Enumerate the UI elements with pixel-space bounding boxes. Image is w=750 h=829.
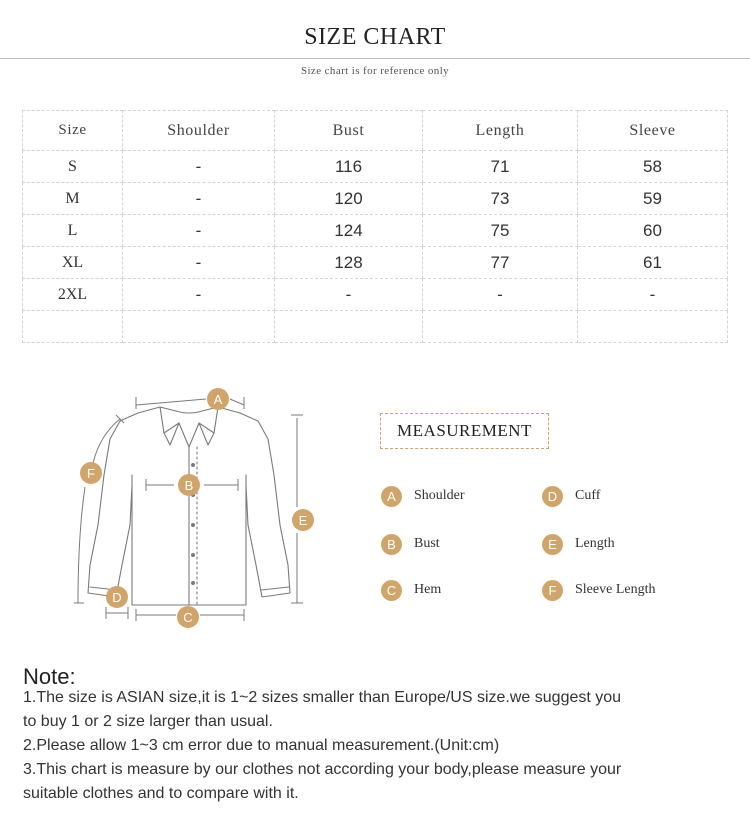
table-row-empty (23, 311, 728, 343)
note-line: suitable clothes and to compare with it. (23, 785, 299, 802)
table-row (23, 279, 728, 311)
bust-cell: 124 (275, 215, 423, 247)
svg-text:F: F (87, 466, 95, 481)
shirt-measurement-diagram (60, 375, 330, 635)
legend-label: Bust (414, 536, 440, 551)
shoulder-cell: - (123, 279, 275, 311)
note-heading: Note: (23, 664, 76, 689)
legend-label: Hem (414, 582, 442, 597)
measurement-title: MEASUREMENT (380, 413, 549, 449)
column-header-shoulder: Shoulder (123, 111, 275, 151)
shirt-collar (160, 407, 218, 447)
size-cell: M (23, 183, 123, 215)
sleeve-cell: 59 (578, 183, 728, 215)
legend-label: Cuff (575, 488, 601, 503)
table-row (23, 215, 728, 247)
marker-d-icon (106, 586, 128, 608)
length-cell: 75 (423, 215, 578, 247)
svg-text:A: A (213, 392, 223, 407)
shoulder-cell: - (123, 215, 275, 247)
table-header-row (23, 111, 728, 151)
legend-label: Length (575, 536, 615, 551)
length-cell: 73 (423, 183, 578, 215)
note-line: 1.The size is ASIAN size,it is 1~2 sizes smaller than Europe/US size.we suggest you (23, 689, 622, 706)
marker-e-icon (292, 509, 314, 531)
length-cell: 77 (423, 247, 578, 279)
badge-a-icon: A (381, 486, 402, 507)
bust-cell: 120 (275, 183, 423, 215)
title-divider (0, 58, 750, 59)
table-row (23, 247, 728, 279)
sleeve-cell: 60 (578, 215, 728, 247)
legend-item-length (542, 533, 615, 555)
size-cell: XL (23, 247, 123, 279)
marker-a-icon (207, 388, 229, 410)
legend-label: Sleeve Length (575, 582, 656, 597)
shoulder-cell: - (123, 151, 275, 183)
size-cell: L (23, 215, 123, 247)
svg-text:D: D (112, 590, 122, 605)
badge-f-icon: F (542, 580, 563, 601)
legend-item-shoulder (381, 485, 465, 507)
bust-cell: 116 (275, 151, 423, 183)
sleeve-cell: 58 (578, 151, 728, 183)
table-row (23, 151, 728, 183)
shoulder-cell: - (123, 183, 275, 215)
bust-cell: 128 (275, 247, 423, 279)
column-header-length: Length (423, 111, 578, 151)
sleeve-cell: - (578, 279, 728, 311)
marker-f-icon (80, 462, 102, 484)
svg-text:B: B (184, 478, 194, 493)
size-cell: 2XL (23, 279, 123, 311)
legend-item-bust (381, 533, 440, 555)
legend-item-cuff (542, 485, 600, 507)
badge-b-icon: B (381, 534, 402, 555)
size-cell: S (23, 151, 123, 183)
size-table (22, 110, 728, 343)
column-header-bust: Bust (275, 111, 423, 151)
legend-item-sleeve-length (542, 579, 655, 601)
marker-b-icon (178, 474, 200, 496)
note-line: 3.This chart is measure by our clothes not according your body,please measure your (23, 761, 622, 778)
svg-text:E: E (298, 513, 308, 528)
badge-c-icon: C (381, 580, 402, 601)
page-subtitle: Size chart is for reference only (300, 65, 450, 77)
note-line: 2.Please allow 1~3 cm error due to manual measurement.(Unit:cm) (23, 737, 500, 754)
badge-d-icon: D (542, 486, 563, 507)
legend-item-hem (381, 579, 441, 601)
marker-c-icon (177, 606, 199, 628)
sleeve-cell: 61 (578, 247, 728, 279)
column-header-size: Size (23, 111, 123, 151)
note-line: to buy 1 or 2 size larger than usual. (23, 713, 273, 730)
table-row (23, 183, 728, 215)
length-cell: - (423, 279, 578, 311)
badge-e-icon: E (542, 534, 563, 555)
legend-label: Shoulder (414, 488, 465, 503)
page-title: SIZE CHART (304, 24, 446, 50)
svg-text:C: C (183, 610, 193, 625)
length-cell: 71 (423, 151, 578, 183)
column-header-sleeve: Sleeve (578, 111, 728, 151)
shoulder-cell: - (123, 247, 275, 279)
bust-cell: - (275, 279, 423, 311)
